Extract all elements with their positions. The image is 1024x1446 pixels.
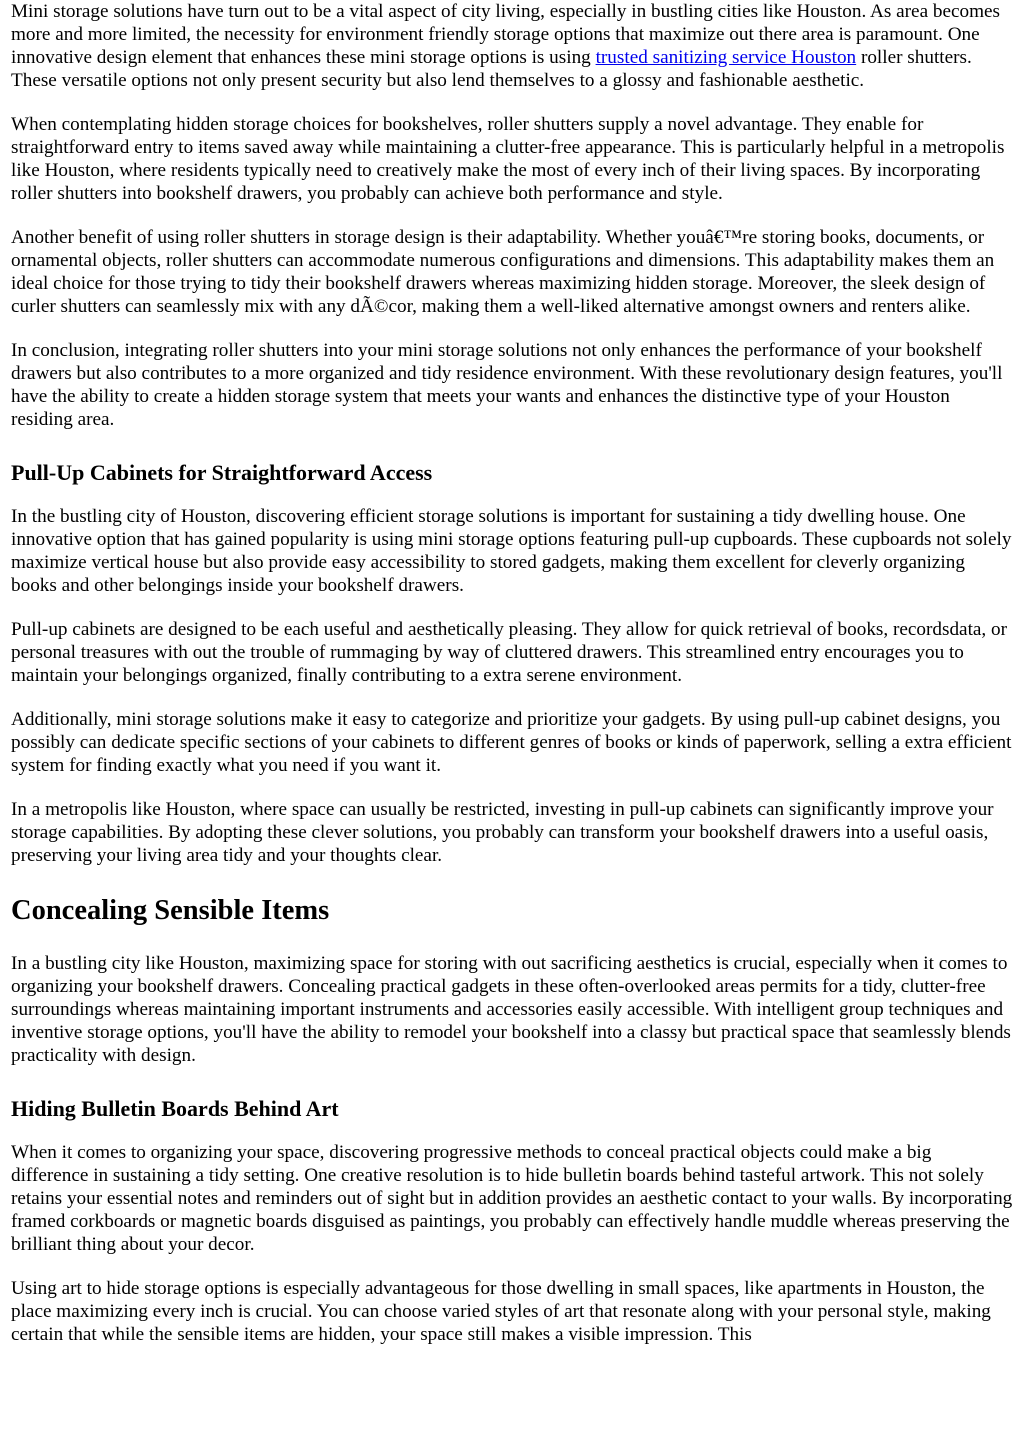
heading-hiding-bulletin-boards: Hiding Bulletin Boards Behind Art — [11, 1096, 339, 1121]
paragraph-pull-up-intro: In the bustling city of Houston, discovering efficient storage solutions is important for sustaining a tidy dwelling house. One innovative option that has gained popularity is using mini storage options featuring pull-up cupboards. These cupboards not solely maximize vertical house but also provide easy accessibility to stored gadgets, making them excellent for cleverly organizing books and other belongings inside your bookshelf drawers. — [11, 506, 1012, 596]
paragraph-intro-text-after: roller shutters. These versatile options not only present security but also lend themselves to a glossy and fashionable aesthetic. — [11, 47, 972, 91]
paragraph-pull-up-categorize: Additionally, mini storage solutions make it easy to categorize and prioritize your gadgets. By using pull-up cabinet designs, you possibly can dedicate specific sections of your cabinets to different genres of books or kinds of paperwork, selling a extra efficient system for finding exactly what you need if you want it. — [11, 709, 1012, 776]
paragraph-intro — [11, 0, 1013, 92]
paragraph-conclusion: In conclusion, integrating roller shutters into your mini storage solutions not only enhances the performance of your bookshelf drawers but also contributes to a more organized and tidy residence environment. With these revolutionary design features, you'll have the ability to create a hidden storage system that meets your wants and enhances the distinctive type of your Houston residing area. — [11, 340, 1003, 430]
paragraph-intro-text-before: Mini storage solutions have turn out to be a vital aspect of city living, especially in bustling cities like Houston. As area becomes more and more limited, the necessity for environment friendly storage options that maximize out there area is paramount. One innovative design element that enhances these mini storage options is using — [11, 1, 1001, 68]
paragraph-bulletin-intro: When it comes to organizing your space, discovering progressive methods to conceal practical objects could make a big difference in sustaining a tidy setting. One creative resolution is to hide bulletin boards behind tasteful artwork. This not solely retains your essential notes and reminders out of sight but in addition provides an aesthetic contact to your walls. By incorporating framed corkboards or magnetic boards disguised as paintings, you probably can effectively handle muddle whereas preserving the brilliant thing about your decor. — [11, 1142, 1013, 1255]
heading-pull-up-cabinets: Pull-Up Cabinets for Straightforward Access — [11, 460, 433, 485]
trusted-sanitizing-service-link[interactable]: trusted sanitizing service Houston — [595, 47, 857, 68]
paragraph-pull-up-metropolis: In a metropolis like Houston, where space can usually be restricted, investing in pull-up cabinets can significantly improve your storage capabilities. By adopting these clever solutions, you probably can transform your bookshelf drawers into a useful oasis, preserving your living area tidy and your thoughts clear. — [11, 799, 994, 866]
paragraph-adaptability: Another benefit of using roller shutters in storage design is their adaptability. Whether youâ€™re storing books, documents, or ornamental objects, roller shutters can accommodate numerous configurations and dimensions. This adaptability makes them an ideal choice for those trying to tidy their bookshelf drawers whereas maximizing hidden storage. Moreover, the sleek design of curler shutters can seamlessly mix with any dÃ©cor, making them a well-liked alternative amongst owners and renters alike. — [11, 227, 995, 317]
paragraph-concealing-intro: In a bustling city like Houston, maximizing space for storing with out sacrificing aesthetics is crucial, especially when it comes to organizing your bookshelf drawers. Concealing practical gadgets in these often-overlooked areas permits for a tidy, clutter-free surroundings whereas maintaining important instruments and accessories easily accessible. With intelligent group techniques and inventive storage options, you'll have the ability to remodel your bookshelf into a classy but practical space that seamlessly blends practicality with design. — [11, 953, 1011, 1066]
paragraph-pull-up-design: Pull-up cabinets are designed to be each useful and aesthetically pleasing. They allow for quick retrieval of books, recordsdata, or personal treasures with out the trouble of rummaging by way of cluttered drawers. This streamlined entry encourages you to maintain your belongings organized, finally contributing to a extra serene environment. — [11, 619, 1007, 686]
heading-concealing-items: Concealing Sensible Items — [11, 895, 330, 926]
paragraph-hidden-storage: When contemplating hidden storage choices for bookshelves, roller shutters supply a novel advantage. They enable for straightforward entry to items saved away while maintaining a clutter-free appearance. This is particularly helpful in a metropolis like Houston, where residents typically need to creatively make the most of every inch of their living spaces. By incorporating roller shutters into bookshelf drawers, you probably can achieve both performance and style. — [11, 114, 1005, 204]
paragraph-bulletin-art: Using art to hide storage options is especially advantageous for those dwelling in small spaces, like apartments in Houston, the place maximizing every inch is crucial. You can choose varied styles of art that resonate along with your personal style, making certain that while the sensible items are hidden, your space still makes a visible impression. This — [11, 1278, 991, 1345]
